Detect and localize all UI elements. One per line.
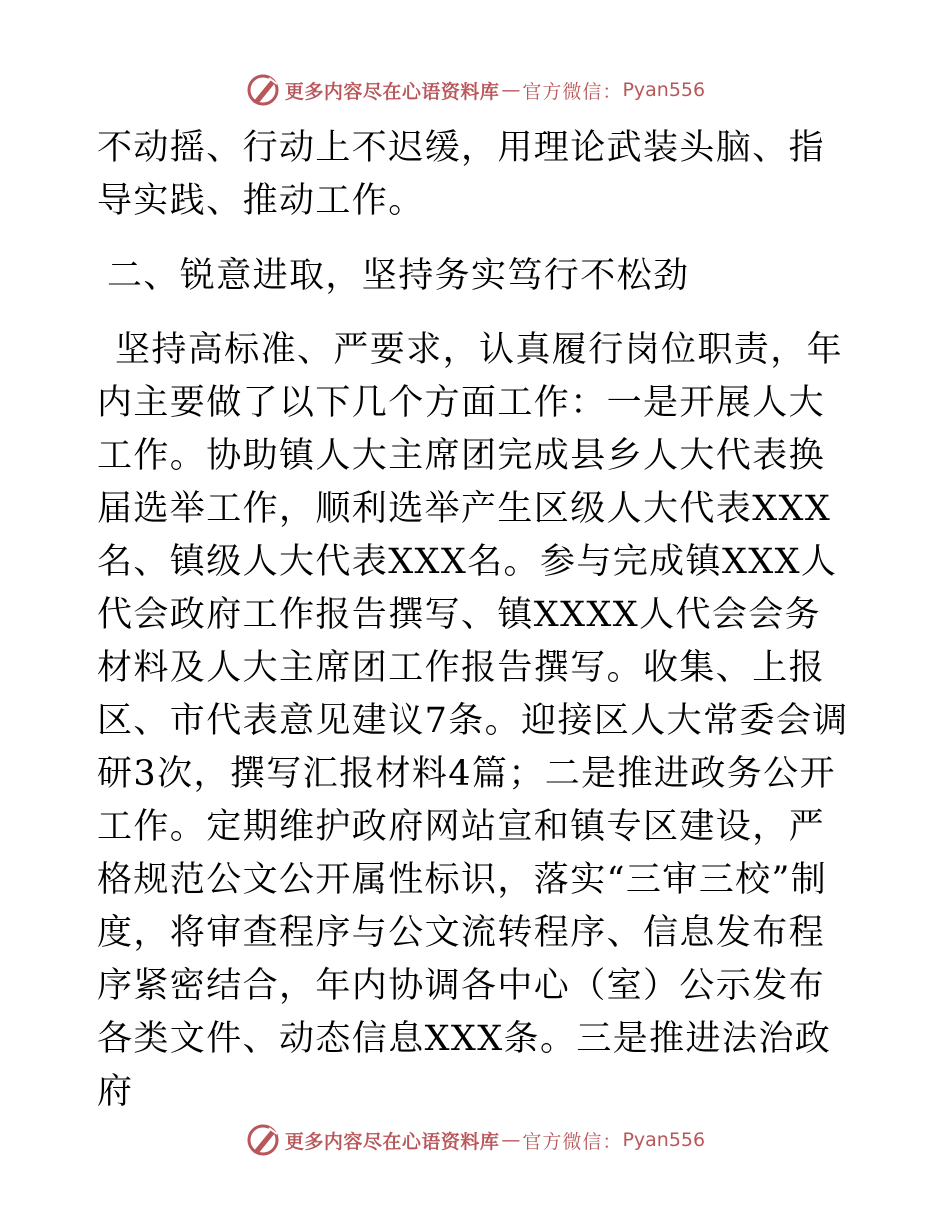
watermark-wechat-label: 官方微信： [522, 80, 623, 103]
header-watermark [0, 70, 950, 110]
body-paragraph [97, 324, 853, 1119]
document-body [97, 122, 853, 1119]
pen-logo-icon [245, 72, 281, 108]
watermark-separator: — [501, 79, 521, 101]
body-paragraph-text: 坚持高标准、严要求，认真履行岗位职责，年内主要做了以下几个方面工作：一是开展人大工作。协助镇人大主席团完成县乡人大代表换届选举工作，顺利选举产生区级人大代表XXX名、镇级人大代表XXX名。参与完成镇XXX人代会政府工作报告撰写、镇XXXX人代会会务材料及人大主席团工作报告撰写。收集、上报区、市代表意见建议7条。迎接区人大常委会调研3次，撰写汇报材料4篇；二是推进政务公开工作。定期维护政府网站宣和镇专区建设，严格规范公文公开属性标识，落实“三审三校”制度，将审查程序与公文流转程序、信息发布程序紧密结合，年内协调各中心（室）公示发布各类文件、动态信息XXX条。三是推进法治政府 [97, 330, 849, 1112]
watermark-wechat-id: Pyan556 [622, 1129, 706, 1151]
watermark-wechat-label: 官方微信： [522, 1130, 623, 1153]
pen-logo-icon [245, 1122, 281, 1158]
watermark-wechat-id: Pyan556 [622, 79, 706, 101]
footer-watermark [0, 1120, 950, 1160]
watermark-separator: — [501, 1129, 521, 1151]
section-heading: 二、锐意进取，坚持务实笃行不松劲 [107, 256, 690, 296]
watermark-brand: 更多内容尽在心语资料库 [284, 1130, 500, 1153]
continuation-paragraph: 不动摇、行动上不迟缓，用理论武装头脑、指导实践、推动工作。 [97, 128, 826, 221]
watermark-brand: 更多内容尽在心语资料库 [284, 80, 500, 103]
